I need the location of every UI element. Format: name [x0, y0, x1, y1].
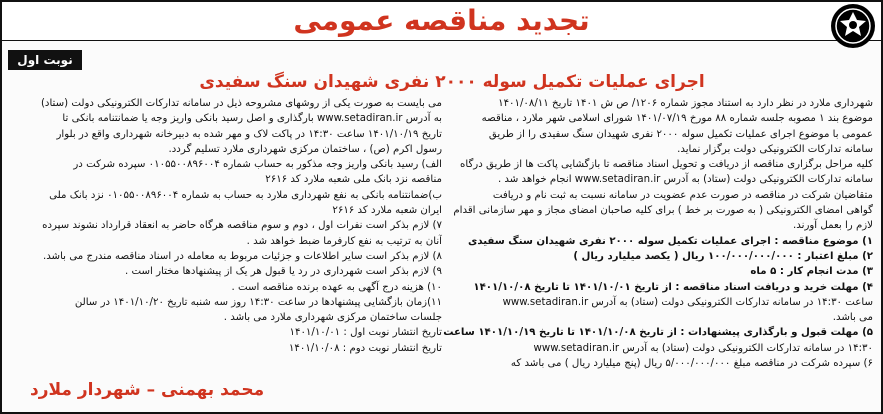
- text-line: مناقصه نزد بانک ملی شعبه ملارد کد ۲۶۱۶: [265, 174, 442, 186]
- text-line: شهرداری ملارد در نظر دارد به استناد مجوز شماره ۱۲۰۶/ ص ش ۱۴۰۱ تاریخ ۱۴۰۱/۰۸/۱۱: [498, 98, 873, 109]
- text-line: ۵) مهلت قبول و بارگذاری پیشنهادات : از تاریخ ۱۴۰۱/۱۰/۰۸ تا تاریخ ۱۴۰۱/۱۰/۱۹ ساعت: [443, 327, 873, 339]
- text-line: گواهی امضای الکترونیکی ( به صورت بر خط ) برای کلیه صاحبان امضای مجاز و مهر سازمانی اقدام: [453, 205, 873, 217]
- text-line: تاریخ انتشار نوبت اول : ۱۴۰۱/۱۰/۰۱: [289, 327, 442, 339]
- notice-subtitle: اجرای عملیات تکمیل سوله ۲۰۰۰ نفری شهیدان سنگ سفیدی: [199, 72, 705, 92]
- text-line: می بایست به صورت یکی از روشهای مشروحه ذیل در سامانه تدارکات الکترونیکی دولت (ستاد): [40, 98, 442, 109]
- text-line: عمومی با موضوع اجرای عملیات تکمیل سوله ۲۰۰۰ نفری شهیدان سنگ سفیدی را از طریق: [488, 128, 873, 140]
- text-line: الف) رسید بانکی واریز وجه مذکور به حساب شماره ۰۱۰۵۵۰۰۸۹۶۰۰۴ سپرده شرکت در: [73, 159, 442, 171]
- text-line: ۱۴:۳۰ در سامانه تدارکات الکترونیکی دولت (ستاد) به آدرس www.setadiran.ir: [533, 342, 873, 354]
- signature: محمد بهمنی – شهردار ملارد: [30, 380, 265, 400]
- text-line: کلیه مراحل برگزاری مناقصه از دریافت و تحویل اسناد مناقصه تا بازگشایی پاکت ها از طریق درگاه: [460, 159, 873, 171]
- text-line: لازم را بعمل آورند.: [793, 220, 873, 232]
- text-line: ۳) مدت انجام کار : ۵ ماه: [750, 266, 873, 278]
- text-line: ۷) لازم بذکر است نفرات اول ، دوم و سوم مناقصه هرگاه حاضر به انعقاد قرارداد نشوند سپرده: [42, 220, 442, 232]
- text-line: ۸) لازم بذکر است سایر اطلاعات و جزئیات مربوط به معامله در اسناد مناقصه مندرج می باشد.: [42, 250, 442, 262]
- header-bar: [2, 2, 881, 41]
- text-line: ساعت ۱۴:۳۰ در سامانه تدارکات الکترونیکی دولت (ستاد) به آدرس www.setadiran.ir: [502, 296, 873, 308]
- text-line: ۴) مهلت خرید و دریافت اسناد مناقصه : از تاریخ ۱۴۰۱/۱۰/۰۱ تا تاریخ ۱۴۰۱/۱۰/۰۸: [473, 281, 873, 293]
- status-badge: نوبت اول: [8, 50, 82, 70]
- right-column: [441, 96, 873, 371]
- text-line: به آدرس www.setadiran.ir بارگذاری و اصل رسید بانکی واریز وجه یا ضمانتنامه بانکی تا: [62, 113, 442, 125]
- text-line: ۲) مبلغ اعتبار : ۱۰۰/۰۰۰/۰۰۰/۰۰۰ ریال ( یکصد میلیارد ریال ): [573, 250, 873, 262]
- text-line: ۱۰) هزینه درج آگهی به عهده برنده مناقصه است .: [231, 281, 442, 293]
- municipality-emblem-icon: [831, 4, 875, 48]
- text-line: ایران شعبه ملارد کد ۲۶۱۶: [332, 205, 442, 217]
- text-line: موضوع بند ۱ مصوبه جلسه شماره ۸۸ مورخ ۱۴۰۱/۰۷/۱۹ شورای اسلامی شهر ملارد ، مناقصه: [481, 113, 873, 125]
- left-column: [10, 96, 442, 356]
- text-line: سامانه تدارکات الکترونیکی دولت برگزار نماید.: [677, 143, 873, 155]
- text-line: جلسات ساختمان مرکزی شهرداری ملارد می باشد .: [223, 312, 442, 324]
- text-line: ۶) سپرده شرکت در مناقصه مبلغ ۵/۰۰۰/۰۰۰/۰۰۰ ریال (پنج میلیارد ریال ) می باشد که: [510, 358, 873, 370]
- text-line: تاریخ انتشار نوبت دوم : ۱۴۰۱/۱۰/۰۸: [288, 342, 442, 354]
- text-line: تاریخ ۱۴۰۱/۱۰/۱۹ ساعت ۱۴:۳۰ در پاکت لاک و مهر شده به دبیرخانه شهرداری واقع در بلوار: [56, 128, 442, 140]
- text-line: ۱۱)زمان بازگشایی پیشنهادها در ساعت ۱۴:۳۰ روز سه شنبه تاریخ ۱۴۰۱/۱۰/۲۰ در سالن: [74, 296, 442, 308]
- text-line: آنان به ترتیب به نفع کارفرما ضبط خواهد شد .: [246, 235, 442, 247]
- text-line: ب)ضمانتنامه بانکی به نفع شهرداری ملارد به حساب به شماره ۰۱۰۵۵۰۰۸۹۶۰۰۴ نزد بانک ملی: [49, 189, 442, 201]
- text-line: می باشد.: [832, 312, 873, 324]
- text-line: ۹) لازم بذکر است شهرداری در رد یا قبول هر یک از پیشنهادها مختار است .: [125, 266, 442, 278]
- text-line: متقاضیان شرکت در مناقصه در صورت عدم عضویت در سامانه نسبت به ثبت نام و دریافت: [492, 189, 873, 201]
- page-title: تجدید مناقصه عمومی: [293, 4, 590, 37]
- text-line: ۱) موضوع مناقصه : اجرای عملیات تکمیل سوله ۲۰۰۰ نفری شهیدان سنگ سفیدی: [467, 235, 873, 247]
- text-line: سامانه تدارکات الکترونیکی دولت (ستاد) به آدرس www.setadiran.ir انجام خواهد شد .: [497, 174, 873, 186]
- text-line: رسول اکرم (ص) ، ساختمان مرکزی شهرداری ملارد تسلیم گردد.: [168, 143, 442, 155]
